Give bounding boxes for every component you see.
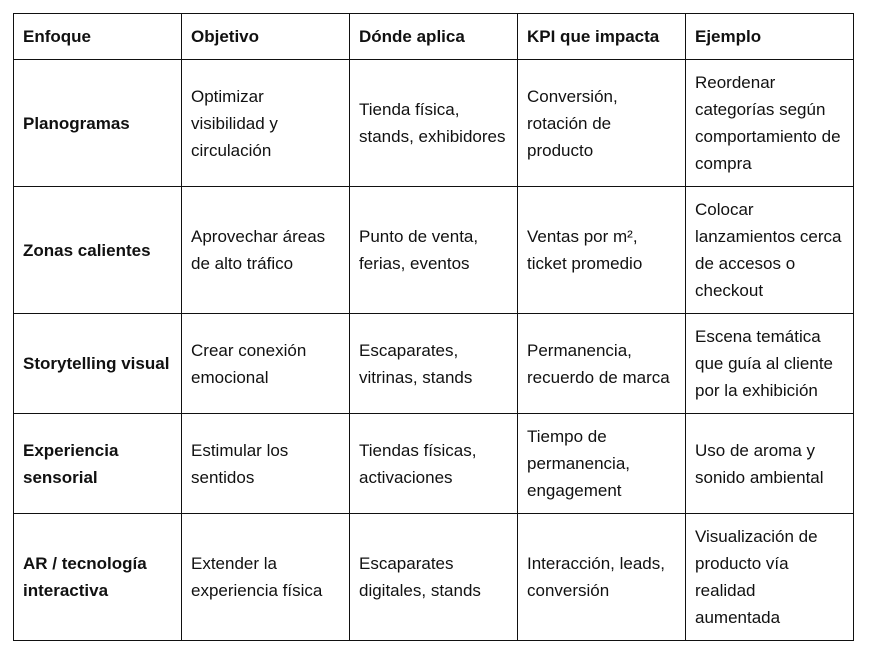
cell-kpi: Ventas por m², ticket promedio <box>518 187 686 314</box>
cell-kpi: Tiempo de permanencia, engagement <box>518 414 686 514</box>
header-objetivo: Objetivo <box>182 14 350 60</box>
cell-kpi: Conversión, rotación de producto <box>518 60 686 187</box>
table-row <box>14 187 854 314</box>
table-row <box>14 314 854 414</box>
cell-ejemplo: Uso de aroma y sonido ambiental <box>686 414 854 514</box>
cell-ejemplo: Escena temática que guía al cliente por la exhibición <box>686 314 854 414</box>
cell-enfoque: Zonas calientes <box>14 187 182 314</box>
table-row <box>14 514 854 641</box>
cell-enfoque: Planogramas <box>14 60 182 187</box>
strategy-table <box>13 13 854 641</box>
cell-kpi: Interacción, leads, conversión <box>518 514 686 641</box>
header-kpi: KPI que impacta <box>518 14 686 60</box>
cell-ejemplo: Visualización de producto vía realidad aumentada <box>686 514 854 641</box>
cell-enfoque: AR / tecnología interactiva <box>14 514 182 641</box>
cell-donde-aplica: Punto de venta, ferias, eventos <box>350 187 518 314</box>
cell-donde-aplica: Escaparates, vitrinas, stands <box>350 314 518 414</box>
table-row <box>14 60 854 187</box>
header-donde-aplica: Dónde aplica <box>350 14 518 60</box>
header-row <box>14 14 854 60</box>
header-ejemplo: Ejemplo <box>686 14 854 60</box>
cell-donde-aplica: Tienda física, stands, exhibidores <box>350 60 518 187</box>
cell-objetivo: Estimular los sentidos <box>182 414 350 514</box>
table-row <box>14 414 854 514</box>
cell-donde-aplica: Tiendas físicas, activaciones <box>350 414 518 514</box>
cell-kpi: Permanencia, recuerdo de marca <box>518 314 686 414</box>
cell-ejemplo: Reordenar categorías según comportamiento de compra <box>686 60 854 187</box>
cell-objetivo: Optimizar visibilidad y circulación <box>182 60 350 187</box>
cell-enfoque: Storytelling visual <box>14 314 182 414</box>
cell-objetivo: Crear conexión emocional <box>182 314 350 414</box>
header-enfoque: Enfoque <box>14 14 182 60</box>
cell-enfoque: Experiencia sensorial <box>14 414 182 514</box>
cell-ejemplo: Colocar lanzamientos cerca de accesos o checkout <box>686 187 854 314</box>
cell-objetivo: Aprovechar áreas de alto tráfico <box>182 187 350 314</box>
cell-objetivo: Extender la experiencia física <box>182 514 350 641</box>
cell-donde-aplica: Escaparates digitales, stands <box>350 514 518 641</box>
